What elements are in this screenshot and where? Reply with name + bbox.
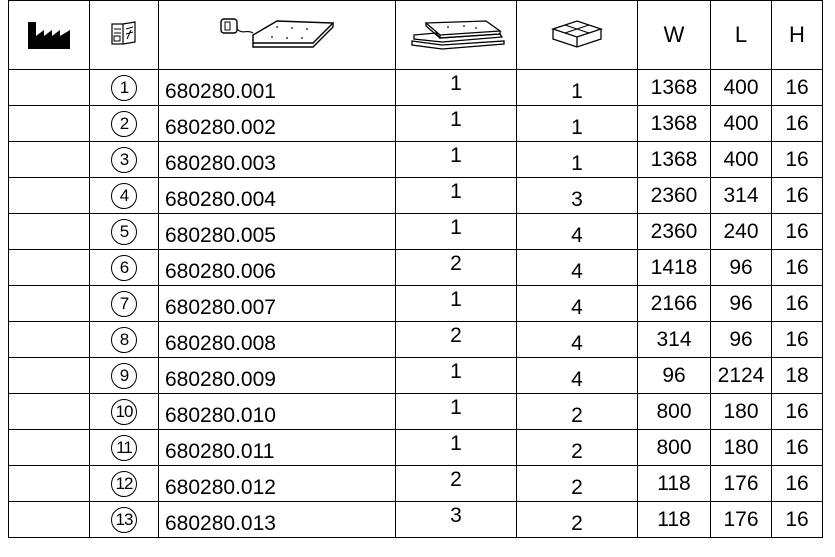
table-row (9, 70, 823, 106)
width-cell (638, 106, 711, 142)
quantity-value: 1 (450, 215, 462, 239)
factory-cell (9, 178, 90, 214)
quantity-cell (396, 286, 517, 322)
package-count-value: 2 (571, 439, 583, 463)
width-cell (638, 430, 711, 466)
item-number-cell (90, 250, 159, 286)
part-number-value: 680280.009 (165, 367, 276, 391)
package-count-cell (517, 214, 638, 250)
width-value: 2360 (650, 219, 698, 243)
height-value: 16 (785, 327, 809, 351)
width-value: 1418 (650, 255, 698, 279)
quantity-value: 1 (450, 71, 462, 95)
length-cell (711, 106, 772, 142)
item-number-cell (90, 502, 159, 538)
part-number-cell (159, 430, 396, 466)
item-number-cell (90, 178, 159, 214)
part-number-cell (159, 286, 396, 322)
factory-cell (9, 214, 90, 250)
package-count-value: 4 (571, 259, 583, 283)
length-value: 176 (723, 471, 759, 495)
length-value: 400 (723, 75, 759, 99)
package-count-cell (517, 466, 638, 502)
length-cell (711, 394, 772, 430)
table-row (9, 214, 823, 250)
item-number-cell (90, 286, 159, 322)
part-number-value: 680280.013 (165, 511, 276, 535)
length-value: 400 (723, 111, 759, 135)
manual-pages-icon (109, 20, 139, 50)
height-cell (772, 250, 823, 286)
height-cell (772, 214, 823, 250)
quantity-value: 1 (450, 359, 462, 383)
table-row (9, 466, 823, 502)
part-number-cell (159, 502, 396, 538)
width-cell (638, 214, 711, 250)
height-value: 16 (785, 507, 809, 531)
package-count-cell (517, 142, 638, 178)
quantity-value: 3 (450, 503, 462, 527)
package-count-cell (517, 286, 638, 322)
width-cell (638, 250, 711, 286)
quantity-cell (396, 250, 517, 286)
part-number-value: 680280.010 (165, 403, 276, 427)
length-cell (711, 70, 772, 106)
package-count-value: 4 (571, 295, 583, 319)
parts-table-body (9, 70, 823, 538)
part-number-value: 680280.006 (165, 259, 276, 283)
length-value: 240 (723, 219, 759, 243)
package-count-value: 2 (571, 403, 583, 427)
width-cell (638, 286, 711, 322)
width-value: 118 (657, 507, 691, 531)
item-number-badge: 8 (111, 327, 137, 353)
quantity-value: 1 (450, 107, 462, 131)
height-value: 16 (785, 219, 809, 243)
table-row (9, 394, 823, 430)
quantity-value: 2 (450, 251, 462, 275)
package-count-cell (517, 178, 638, 214)
factory-cell (9, 286, 90, 322)
item-number-badge: 9 (111, 363, 137, 389)
part-number-value: 680280.001 (165, 79, 276, 103)
part-number-value: 680280.002 (165, 115, 276, 139)
panel-with-tape-icon (217, 13, 337, 57)
height-header: H (772, 1, 823, 70)
height-cell (772, 466, 823, 502)
height-cell (772, 70, 823, 106)
quantity-cell (396, 430, 517, 466)
panel-stack-icon (406, 15, 506, 55)
length-value: 176 (723, 507, 759, 531)
table-row (9, 322, 823, 358)
width-value: 1368 (650, 111, 698, 135)
parts-table (8, 0, 823, 538)
factory-icon (26, 20, 72, 50)
package-header (517, 1, 638, 70)
part-number-value: 680280.008 (165, 331, 276, 355)
width-value: 2360 (650, 183, 698, 207)
factory-cell (9, 502, 90, 538)
height-cell (772, 286, 823, 322)
quantity-value: 1 (450, 287, 462, 311)
width-value: 1368 (650, 75, 698, 99)
quantity-cell (396, 70, 517, 106)
height-value: 16 (785, 183, 809, 207)
width-cell (638, 466, 711, 502)
package-count-value: 4 (571, 367, 583, 391)
length-cell (711, 286, 772, 322)
height-value: 16 (785, 147, 809, 171)
part-number-cell (159, 394, 396, 430)
part-number-value: 680280.003 (165, 151, 276, 175)
height-cell (772, 502, 823, 538)
item-number-badge: 2 (111, 111, 137, 137)
length-value: 96 (729, 255, 753, 279)
quantity-cell (396, 106, 517, 142)
package-count-value: 1 (571, 151, 583, 175)
width-value: 96 (662, 363, 686, 387)
width-value: 1368 (650, 147, 698, 171)
length-value: 2124 (717, 363, 765, 387)
panel-tape-header (159, 1, 396, 70)
package-icon (547, 17, 607, 53)
factory-header (9, 1, 90, 70)
length-cell (711, 358, 772, 394)
part-number-value: 680280.007 (165, 295, 276, 319)
item-number-cell (90, 214, 159, 250)
length-cell (711, 178, 772, 214)
quantity-cell (396, 394, 517, 430)
part-number-value: 680280.012 (165, 475, 276, 499)
width-cell (638, 70, 711, 106)
height-value: 16 (785, 291, 809, 315)
height-value: 16 (785, 111, 809, 135)
table-row (9, 106, 823, 142)
package-count-value: 1 (571, 115, 583, 139)
item-number-cell (90, 322, 159, 358)
length-header: L (711, 1, 772, 70)
table-row (9, 430, 823, 466)
item-number-badge: 11 (111, 435, 137, 461)
quantity-value: 2 (450, 467, 462, 491)
height-value: 16 (785, 471, 809, 495)
factory-cell (9, 358, 90, 394)
length-value: 96 (729, 291, 753, 315)
item-number-cell (90, 70, 159, 106)
width-cell (638, 142, 711, 178)
factory-cell (9, 430, 90, 466)
package-count-value: 3 (571, 187, 583, 211)
package-count-value: 4 (571, 331, 583, 355)
quantity-value: 1 (450, 395, 462, 419)
factory-cell (9, 70, 90, 106)
package-count-value: 1 (571, 79, 583, 103)
header-row (9, 1, 823, 70)
length-cell (711, 430, 772, 466)
package-count-cell (517, 358, 638, 394)
item-number-badge: 7 (111, 291, 137, 317)
quantity-cell (396, 178, 517, 214)
package-count-value: 2 (571, 511, 583, 535)
item-number-badge: 10 (111, 399, 137, 425)
item-number-cell (90, 394, 159, 430)
height-cell (772, 394, 823, 430)
length-value: 400 (723, 147, 759, 171)
item-number-badge: 12 (111, 471, 137, 497)
part-number-cell (159, 466, 396, 502)
quantity-value: 1 (450, 179, 462, 203)
item-number-badge: 6 (111, 255, 137, 281)
width-header: W (638, 1, 711, 70)
height-value: 16 (785, 255, 809, 279)
package-count-cell (517, 394, 638, 430)
part-number-value: 680280.011 (165, 439, 275, 463)
length-value: 180 (723, 399, 759, 423)
table-row (9, 142, 823, 178)
quantity-cell (396, 502, 517, 538)
item-number-badge: 13 (111, 507, 137, 533)
width-value: 314 (656, 327, 692, 351)
quantity-cell (396, 466, 517, 502)
item-number-cell (90, 430, 159, 466)
length-cell (711, 502, 772, 538)
part-number-cell (159, 358, 396, 394)
part-number-value: 680280.004 (165, 187, 276, 211)
width-value: 800 (656, 399, 692, 423)
height-cell (772, 322, 823, 358)
quantity-cell (396, 214, 517, 250)
height-cell (772, 106, 823, 142)
height-value: 16 (785, 435, 809, 459)
part-number-value: 680280.005 (165, 223, 276, 247)
height-cell (772, 142, 823, 178)
part-number-cell (159, 214, 396, 250)
width-value: 118 (657, 471, 691, 495)
width-cell (638, 178, 711, 214)
item-number-cell (90, 106, 159, 142)
part-number-cell (159, 178, 396, 214)
factory-cell (9, 250, 90, 286)
package-count-cell (517, 70, 638, 106)
width-cell (638, 502, 711, 538)
factory-cell (9, 106, 90, 142)
item-number-cell (90, 142, 159, 178)
width-cell (638, 322, 711, 358)
part-number-cell (159, 250, 396, 286)
height-cell (772, 358, 823, 394)
package-count-value: 2 (571, 475, 583, 499)
height-cell (772, 178, 823, 214)
height-value: 16 (785, 399, 809, 423)
part-number-cell (159, 70, 396, 106)
factory-cell (9, 466, 90, 502)
width-value: 2166 (650, 291, 698, 315)
package-count-value: 4 (571, 223, 583, 247)
package-count-cell (517, 250, 638, 286)
length-cell (711, 322, 772, 358)
quantity-cell (396, 358, 517, 394)
item-number-badge: 1 (111, 75, 137, 101)
length-cell (711, 142, 772, 178)
panel-stack-header (396, 1, 517, 70)
table-row (9, 178, 823, 214)
item-number-cell (90, 466, 159, 502)
item-number-cell (90, 358, 159, 394)
package-count-cell (517, 106, 638, 142)
length-cell (711, 466, 772, 502)
part-number-cell (159, 322, 396, 358)
item-number-badge: 4 (111, 183, 137, 209)
height-value: 18 (785, 363, 809, 387)
item-number-badge: 3 (111, 147, 137, 173)
package-count-cell (517, 430, 638, 466)
manual-header (90, 1, 159, 70)
length-value: 314 (723, 183, 759, 207)
length-value: 180 (723, 435, 759, 459)
package-count-cell (517, 322, 638, 358)
part-number-cell (159, 106, 396, 142)
length-cell (711, 214, 772, 250)
part-number-cell (159, 142, 396, 178)
table-row (9, 502, 823, 538)
quantity-cell (396, 142, 517, 178)
item-number-badge: 5 (111, 219, 137, 245)
table-row (9, 358, 823, 394)
quantity-cell (396, 322, 517, 358)
quantity-value: 2 (450, 323, 462, 347)
width-value: 800 (656, 435, 692, 459)
length-value: 96 (729, 327, 753, 351)
height-value: 16 (785, 75, 809, 99)
table-row (9, 286, 823, 322)
factory-cell (9, 142, 90, 178)
quantity-value: 1 (450, 431, 462, 455)
width-cell (638, 358, 711, 394)
width-cell (638, 394, 711, 430)
quantity-value: 1 (450, 143, 462, 167)
table-row (9, 250, 823, 286)
height-cell (772, 430, 823, 466)
package-count-cell (517, 502, 638, 538)
factory-cell (9, 322, 90, 358)
length-cell (711, 250, 772, 286)
factory-cell (9, 394, 90, 430)
